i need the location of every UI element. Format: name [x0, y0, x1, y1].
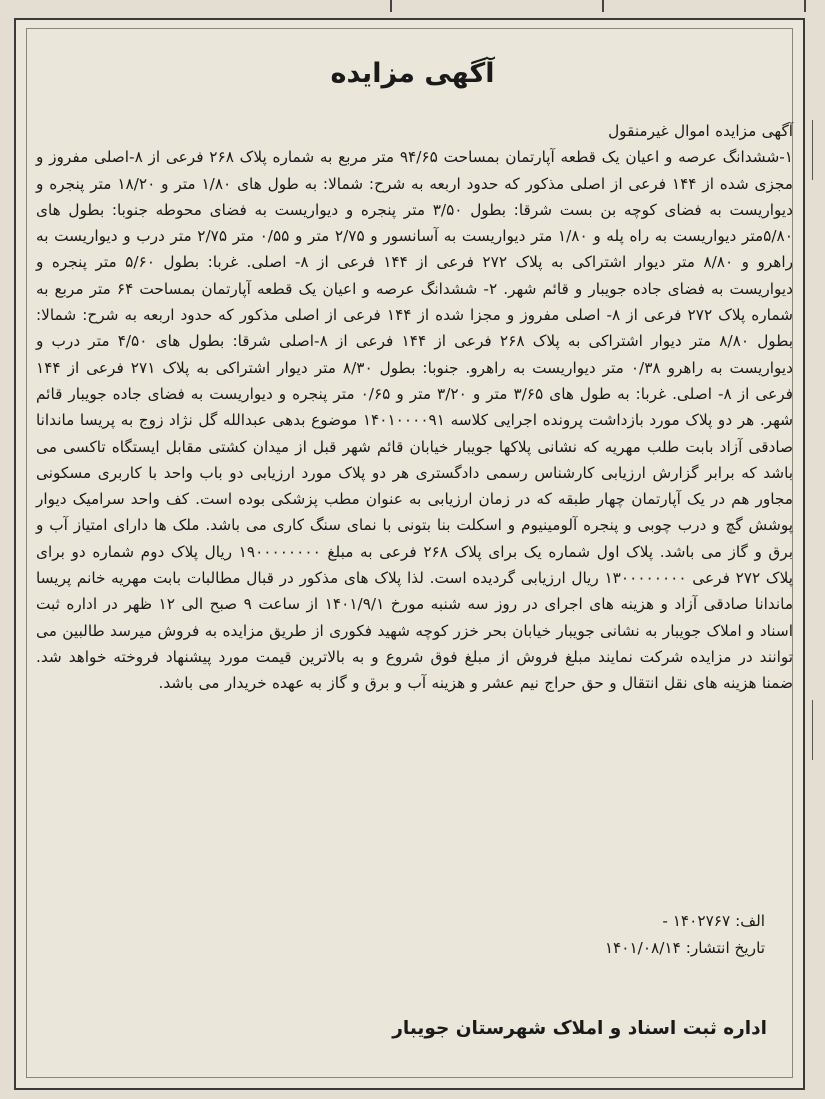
top-divider — [0, 0, 392, 12]
publish-date: تاریخ انتشار: ۱۴۰۱/۰۸/۱۴ — [604, 939, 765, 957]
notice-subtitle: آگهی مزایده اموال غیرمنقول — [608, 122, 793, 140]
notice-title: آگهی مزایده — [330, 58, 495, 89]
top-strip — [0, 0, 825, 14]
top-divider — [604, 0, 806, 12]
reference-number: الف: ۱۴۰۲۷۶۷ - — [662, 912, 765, 930]
margin-line — [812, 120, 823, 180]
notice-paragraph: ۱-ششدانگ عرصه و اعیان یک قطعه آپارتمان بمساحت ۹۴/۶۵ متر مربع به شماره پلاک ۲۶۸ فرعی از ۸-اصلی مفروز و مجزی شده از ۱۴۴ فرعی از اصلی مذکور که حدود اربعه به شرح: شمالا: به طول های ۱/۸۰ متر و ۱۸/۲۰ متر پنجره و دیواریست به فضای کوچه بن بست شرقا: بطول ۳/۵۰ متر پنجره و دیواریست به فضای محوطه جنوبا: بطول های ۵/۸۰متر دیواریست به راه پله و ۱/۸۰ متر دیواریست به آسانسور و ۲/۷۵ متر و ۰/۵۵ متر ۲/۷۵ متر درب و دیواریست به راهرو و ۸/۸۰ متر دیوار اشتراکی به پلاک ۲۷۲ فرعی از ۱۴۴ فرعی از ۸- اصلی. غربا: بطول ۵/۶۰ متر پنجره و دیواریست به فضای جاده جویبار و قائم شهر. ۲- ششدانگ عرصه و اعیان یک قطعه آپارتمان بمساحت ۶۴ متر مربع به شماره پلاک ۲۷۲ فرعی از ۸- اصلی مفروز و مجزا شده از ۱۴۴ فرعی از اصلی مذکور که حدود اربعه به شرح: شمالا: بطول ۸/۸۰ متر دیوار اشتراکی به پلاک ۲۶۸ فرعی از ۱۴۴ فرعی از ۸-اصلی شرقا: بطول های ۴/۵۰ متر درب و دیواریست به راهرو ۰/۳۸ متر دیواریست به راهرو. جنوبا: بطول ۸/۳۰ متر دیوار اشتراکی به پلاک ۲۷۱ فرعی از ۱۴۴ فرعی از ۸- اصلی. غربا: به طول های ۳/۶۵ متر و ۳/۲۰ متر و ۰/۶۵ متر پنجره و دیواریست به فضای جاده جویبار قائم شهر. هر دو پلاک مورد بازداشت پرونده اجرایی کلاسه ۱۴۰۱۰۰۰۰۹۱ موضوع بدهی عبدالله گل نژاد زوج به پریسا ماندانا صادقی آزاد بابت طلب مهریه که نشانی پلاکها جویبار خیابان قائم شهر قبل از میدان کشتی مقابل ایستگاه تاکسی می باشد که برابر گزارش ارزیابی کارشناس رسمی دادگستری هر دو پلاک مورد ارزیابی دو باب واحد با کاربری مسکونی مجاور هم در یک آپارتمان چهار طبقه که در زمان ارزیابی به عنوان مطب پزشکی بوده است. کف واحد سرامیک دیوار پوشش گچ و درب چوبی و پنجره آلومینیوم و اسکلت بنا بتونی با نمای سنگ کاری می باشد. ملک ها دارای امتیاز آب و برق و گاز می باشد. پلاک اول شماره یک برای پلاک ۲۶۸ فرعی به مبلغ ۱۹۰۰۰۰۰۰۰۰ ریال پلاک دوم شماره دو برای پلاک ۲۷۲ فرعی ۱۳۰۰۰۰۰۰۰۰ ریال ارزیابی گردیده است. لذا پلاک های مذکور در قبال مطالبات بابت مهریه خانم پریسا ماندانا صادقی آزاد و هزینه های اجرای در روز سه شنبه مورخ ۱۴۰۱/۹/۱ از ساعت ۹ صبح الی ۱۲ ظهر در اداره ثبت اسناد و املاک جویبار به نشانی جویبار خیابان بحر خزر کوچه شهید فکوری از طریق مزایده به فروش میرسد طالبین می توانند در مزایده شرکت نمایند مبلغ فروش از مبلغ فوق شروع و به بالاترین قیمت مورد پیشنهاد فروخته خواهد شد. ضمنا هزینه های نقل انتقال و حق حراج نیم عشر و هزینه آب و برق و گاز به عهده خریدار می باشد. — [36, 148, 794, 693]
top-divider — [392, 0, 604, 12]
margin-line — [812, 700, 823, 760]
issuer-signature: اداره ثبت اسناد و املاک شهرستان جویبار — [392, 1018, 767, 1039]
notice-meta — [605, 908, 765, 962]
notice-body — [36, 118, 793, 697]
